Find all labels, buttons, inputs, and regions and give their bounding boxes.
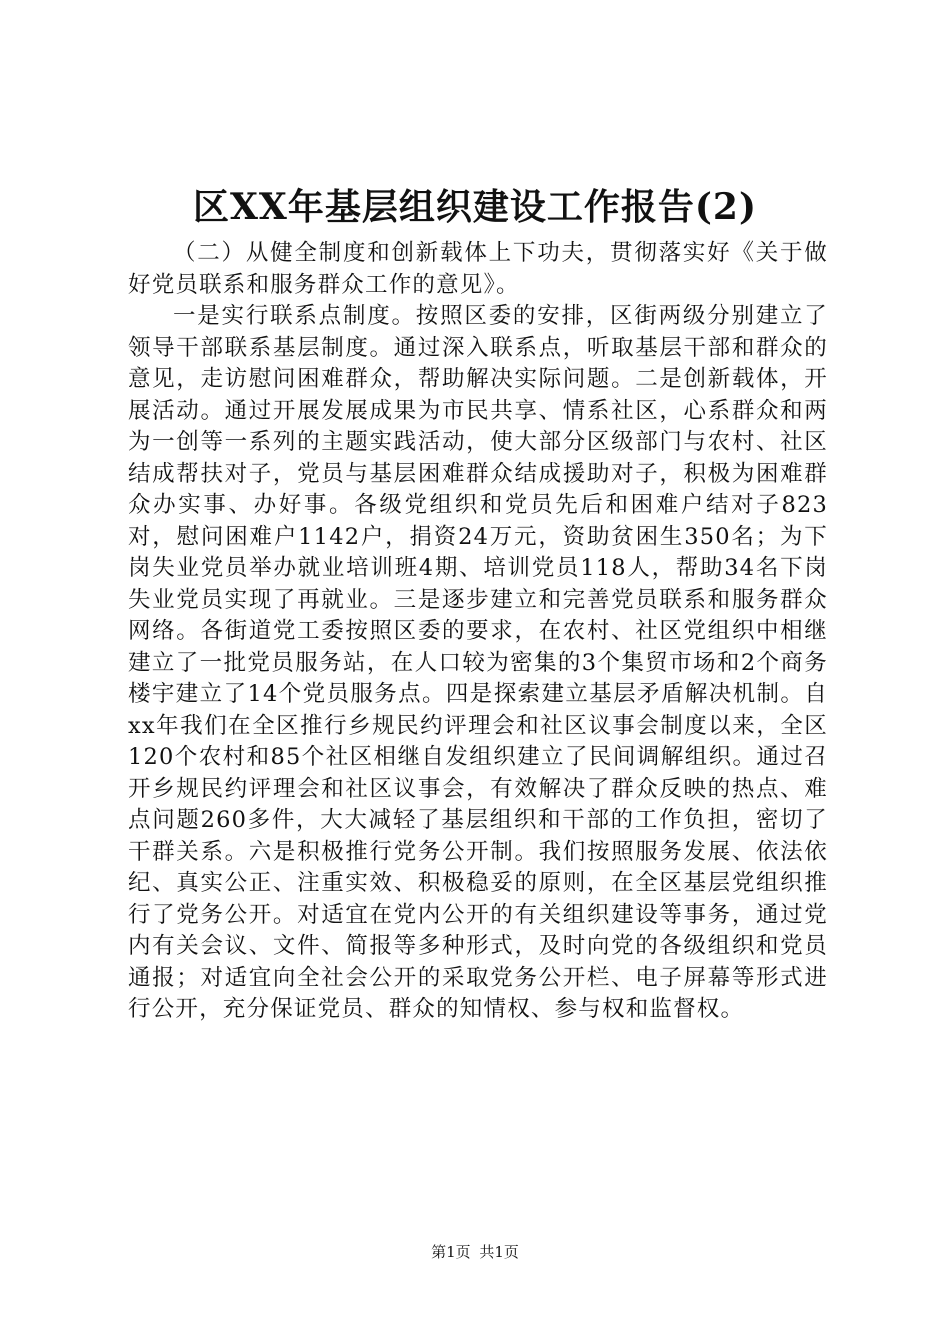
paragraph-intro: （二）从健全制度和创新载体上下功夫，贯彻落实好《关于做好党员联系和服务群众工作的意见》。 [128, 240, 828, 298]
page-footer [0, 1242, 950, 1262]
document-body [128, 238, 828, 1026]
page-number: 第1页 [431, 1243, 471, 1261]
paragraph-main: 一是实行联系点制度。按照区委的安排，区街两级分别建立了领导干部联系基层制度。通过深入联系点，听取基层干部和群众的意见，走访慰问困难群众，帮助解决实际问题。二是创新载体，开展活动。通过开展发展成果为市民共享、情系社区，心系群众和两为一创等一系列的主题实践活动，使大部分区级部门与农村、社区结成帮扶对子，党员与基层困难群众结成援助对子，积极为困难群众办实事、办好事。各级党组织和党员先后和困难户结对子823对，慰问困难户1142户，捐资24万元，资助贫困生350名；为下岗失业党员举办就业培训班4期、培训党员118人，帮助34名下岗失业党员实现了再就业。三是逐步建立和完善党员联系和服务群众网络。各街道党工委按照区委的要求，在农村、社区党组织中相继建立了一批党员服务站，在人口较为密集的3个集贸市场和2个商务楼宇建立了14个党员服务点。四是探索建立基层矛盾解决机制。自xx年我们在全区推行乡规民约评理会和社区议事会制度以来，全区120个农村和85个社区相继自发组织建立了民间调解组织。通过召开乡规民约评理会和社区议事会，有效解决了群众反映的热点、难点问题260多件，大大减轻了基层组织和干部的工作负担，密切了干群关系。六是积极推行党务公开制。我们按照服务发展、依法依纪、真实公正、注重实效、积极稳妥的原则，在全区基层党组织推行了党务公开。对适宜在党内公开的有关组织建设等事务，通过党内有关会议、文件、简报等多种形式，及时向党的各级组织和党员通报；对适宜向全社会公开的采取党务公开栏、电子屏幕等形式进行公开，充分保证党员、群众的知情权、参与权和监督权。 [128, 303, 828, 1022]
document-title: 区XX年基层组织建设工作报告(2) [193, 186, 757, 228]
page-total: 共1页 [479, 1243, 519, 1261]
